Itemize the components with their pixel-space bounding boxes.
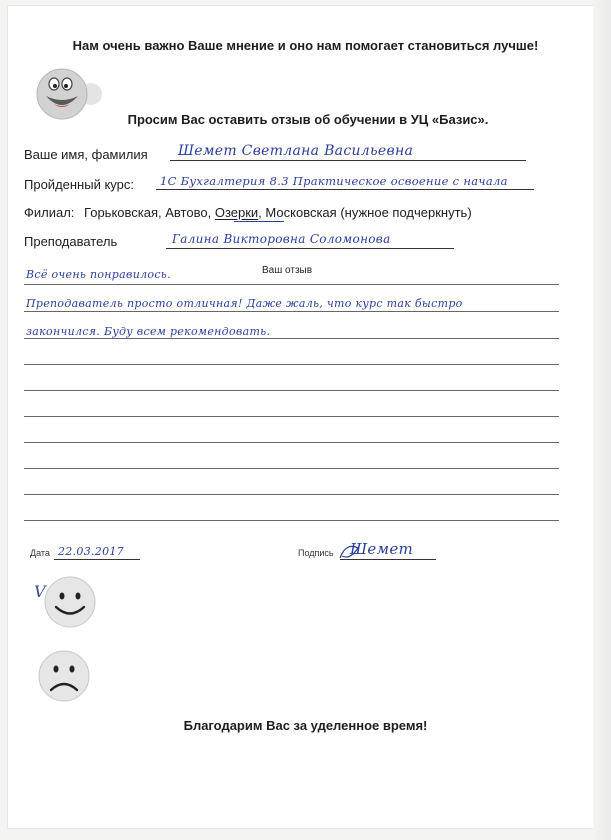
name-underline (170, 160, 526, 161)
review-rule-7 (24, 442, 559, 443)
review-line-3[interactable]: закончился. Буду всем рекомендовать. (26, 325, 271, 338)
review-rule-2 (24, 311, 559, 312)
signature-label: Подпись (298, 548, 334, 558)
review-rule-9 (24, 494, 559, 495)
review-rule-3 (24, 338, 559, 339)
date-label: Дата (30, 548, 50, 558)
review-rule-6 (24, 416, 559, 417)
review-label: Ваш отзыв (262, 265, 313, 276)
review-line-2[interactable]: Преподаватель просто отличная! Даже жаль, что курс так быстро (26, 297, 463, 310)
branch-label: Филиал: (24, 205, 75, 220)
teacher-underline (166, 248, 454, 249)
ozerki-hand-underline (234, 221, 284, 222)
signature-flourish-icon (336, 538, 426, 564)
branch-option-avtovo[interactable]: Автово, (165, 205, 212, 220)
sad-smiley-icon[interactable] (36, 648, 92, 704)
course-label: Пройденный курс: (24, 177, 134, 192)
form-title: Нам очень важно Ваше мнение и оно нам помогает становиться лучше! (72, 38, 539, 53)
branch-option-ozerki[interactable]: Озерки (214, 205, 259, 220)
branch-option-gorkovskaya[interactable]: Горьковская, (84, 205, 162, 220)
date-value[interactable]: 22.03.2017 (58, 545, 124, 558)
review-rule-5 (24, 390, 559, 391)
course-underline (156, 189, 534, 190)
name-value[interactable]: Шемет Светлана Васильевна (178, 143, 414, 159)
check-mark[interactable]: V (34, 582, 46, 601)
branch-hint: (нужное подчеркнуть) (340, 205, 472, 220)
page-edge (593, 0, 611, 840)
branch-row (24, 205, 472, 220)
signature-value[interactable]: Шемет (350, 540, 414, 558)
review-line-1[interactable]: Всё очень понравилось. (26, 268, 171, 281)
teacher-value[interactable]: Галина Викторовна Соломонова (172, 232, 391, 246)
branch-option-moskovskaya[interactable]: Московская (265, 205, 337, 220)
date-underline (54, 559, 140, 560)
happy-smiley-icon[interactable] (42, 574, 98, 630)
review-rule-8 (24, 468, 559, 469)
signature-underline (340, 559, 436, 560)
review-rule-4 (24, 364, 559, 365)
course-value[interactable]: 1С Бухгалтерия 8.3 Практическое освоение с начала (160, 174, 508, 188)
review-rule-1 (24, 284, 559, 285)
review-rule-10 (24, 520, 559, 521)
teacher-label: Преподаватель (24, 234, 118, 249)
form-subtitle: Просим Вас оставить отзыв об обучении в УЦ «Базис». (127, 112, 489, 127)
branch-separator: , (258, 205, 262, 220)
feedback-form-sheet (8, 6, 593, 828)
thank-you-text: Благодарим Вас за уделенное время! (183, 718, 428, 733)
name-label: Ваше имя, фамилия (24, 147, 148, 162)
